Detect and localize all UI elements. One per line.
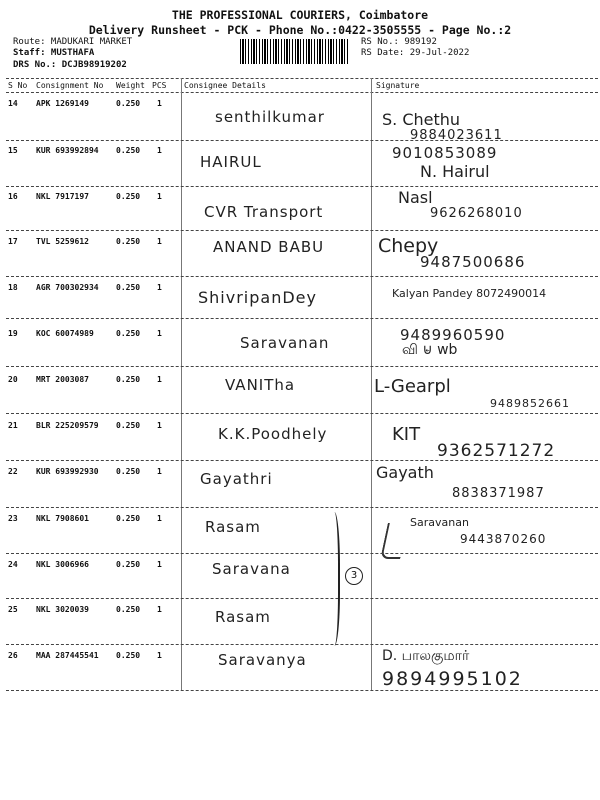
signature: Nasl bbox=[398, 188, 433, 207]
row-divider bbox=[6, 318, 598, 319]
row-sno: 14 bbox=[8, 99, 18, 108]
row-sno: 20 bbox=[8, 375, 18, 384]
consignee-name: Saravanya bbox=[218, 651, 307, 669]
signature-phone: 9884023611 bbox=[410, 128, 503, 143]
consignee-name: HAIRUL bbox=[200, 153, 262, 171]
row-consignment-no: MAA 287445541 bbox=[36, 651, 99, 660]
signature: L-Gearpl bbox=[374, 376, 451, 397]
signature: Saravanan bbox=[410, 516, 469, 529]
col-header-weight: Weight bbox=[116, 81, 145, 90]
barcode bbox=[240, 39, 350, 64]
consignee-name: VANITha bbox=[225, 376, 296, 394]
signature: D. பாலகுமார் bbox=[382, 648, 470, 664]
row-pcs: 1 bbox=[157, 375, 162, 384]
row-divider bbox=[6, 507, 598, 508]
row-consignment-no: TVL 5259612 bbox=[36, 237, 89, 246]
signature: KIT bbox=[392, 424, 421, 445]
row-pcs: 1 bbox=[157, 421, 162, 430]
signature: Chepy bbox=[378, 235, 439, 257]
row-weight: 0.250 bbox=[116, 560, 141, 569]
row-divider bbox=[6, 276, 598, 277]
signature-phone: 8838371987 bbox=[452, 486, 545, 501]
row-consignment-no: MRT 2003087 bbox=[36, 375, 89, 384]
consignee-name: CVR Transport bbox=[204, 203, 324, 221]
col-header-sno: S No bbox=[8, 81, 28, 90]
row-sno: 19 bbox=[8, 329, 18, 338]
row-consignment-no: KOC 60074989 bbox=[36, 329, 94, 338]
signature: Kalyan Pandey 8072490014 bbox=[392, 287, 547, 300]
row-sno: 23 bbox=[8, 514, 18, 523]
consignee-name: Rasam bbox=[205, 518, 261, 536]
signature-mark: வி ⊌ wb bbox=[402, 342, 458, 358]
row-divider bbox=[6, 460, 598, 461]
signature-phone: 9487500686 bbox=[420, 253, 526, 271]
row-divider bbox=[6, 186, 598, 187]
row-weight: 0.250 bbox=[116, 283, 141, 292]
consignee-name: Rasam bbox=[215, 608, 271, 626]
circled-count: 3 bbox=[345, 567, 363, 585]
row-pcs: 1 bbox=[157, 467, 162, 476]
signature: Gayath bbox=[376, 463, 434, 482]
row-pcs: 1 bbox=[157, 514, 162, 523]
row-weight: 0.250 bbox=[116, 329, 141, 338]
consignee-name: Gayathri bbox=[200, 470, 273, 488]
row-consignment-no: KUR 693992930 bbox=[36, 467, 99, 476]
signature-phone: 9443870260 bbox=[460, 532, 547, 546]
row-sno: 26 bbox=[8, 651, 18, 660]
row-consignment-no: NKL 3020039 bbox=[36, 605, 89, 614]
row-weight: 0.250 bbox=[116, 467, 141, 476]
col-header-consignment: Consignment No bbox=[36, 81, 104, 90]
row-consignment-no: APK 1269149 bbox=[36, 99, 89, 108]
row-pcs: 1 bbox=[157, 605, 162, 614]
row-consignment-no: AGR 700302934 bbox=[36, 283, 99, 292]
rs-date: RS Date: 29-Jul-2022 bbox=[361, 48, 470, 58]
row-sno: 16 bbox=[8, 192, 18, 201]
handwritten-brace bbox=[326, 512, 340, 646]
consignee-name: Saravana bbox=[212, 560, 291, 578]
row-weight: 0.250 bbox=[116, 421, 141, 430]
row-weight: 0.250 bbox=[116, 514, 141, 523]
row-sno: 22 bbox=[8, 467, 18, 476]
row-pcs: 1 bbox=[157, 651, 162, 660]
signature-phone: 9626268010 bbox=[430, 206, 523, 221]
row-sno: 18 bbox=[8, 283, 18, 292]
row-sno: 24 bbox=[8, 560, 18, 569]
consignee-name: K.K.Poodhely bbox=[218, 425, 328, 443]
signature-phone: 9010853089 bbox=[392, 144, 498, 162]
row-consignment-no: BLR 225209579 bbox=[36, 421, 99, 430]
col-header-consignee: Consignee Details bbox=[184, 81, 266, 90]
staff-label: Staff: MUSTHAFA bbox=[13, 48, 95, 58]
signature: N. Hairul bbox=[420, 162, 490, 181]
row-weight: 0.250 bbox=[116, 237, 141, 246]
signature-phone: 9489960590 bbox=[400, 326, 506, 344]
row-weight: 0.250 bbox=[116, 192, 141, 201]
row-sno: 25 bbox=[8, 605, 18, 614]
row-pcs: 1 bbox=[157, 560, 162, 569]
row-weight: 0.250 bbox=[116, 375, 141, 384]
row-pcs: 1 bbox=[157, 329, 162, 338]
row-weight: 0.250 bbox=[116, 146, 141, 155]
rs-number: RS No.: 989192 bbox=[361, 37, 437, 47]
signature-phone: 9894995102 bbox=[382, 668, 523, 690]
table-bottom-border bbox=[6, 690, 598, 691]
row-consignment-no: NKL 7917197 bbox=[36, 192, 89, 201]
row-sno: 17 bbox=[8, 237, 18, 246]
row-sno: 21 bbox=[8, 421, 18, 430]
route-label: Route: MADUKARI MARKET bbox=[13, 37, 133, 47]
consignee-name: ShivripanDey bbox=[198, 288, 317, 307]
drs-number: DRS No.: DCJB98919202 bbox=[13, 60, 127, 70]
row-consignment-no: NKL 3006966 bbox=[36, 560, 89, 569]
row-weight: 0.250 bbox=[116, 99, 141, 108]
consignee-name: ANAND BABU bbox=[213, 238, 325, 256]
consignee-name: Saravanan bbox=[240, 334, 330, 352]
table-top-border bbox=[6, 78, 598, 79]
row-pcs: 1 bbox=[157, 99, 162, 108]
row-divider bbox=[6, 553, 598, 554]
row-divider bbox=[6, 366, 598, 367]
signature-phone: 9489852661 bbox=[490, 397, 570, 410]
row-sno: 15 bbox=[8, 146, 18, 155]
runsheet-title: THE PROFESSIONAL COURIERS, Coimbatore bbox=[171, 8, 429, 22]
row-weight: 0.250 bbox=[116, 651, 141, 660]
row-divider bbox=[6, 413, 598, 414]
runsheet-subtitle: Delivery Runsheet - PCK - Phone No.:0422-3505555 - Page No.:2 bbox=[88, 23, 512, 37]
row-pcs: 1 bbox=[157, 192, 162, 201]
row-weight: 0.250 bbox=[116, 605, 141, 614]
col-header-pcs: PCS bbox=[152, 81, 167, 90]
row-divider bbox=[6, 644, 598, 645]
header-bottom-border bbox=[6, 92, 598, 93]
signature-phone: 9362571272 bbox=[437, 441, 556, 461]
row-divider bbox=[6, 140, 598, 141]
row-divider bbox=[6, 598, 598, 599]
consignee-name: senthilkumar bbox=[215, 108, 325, 126]
col-header-signature: Signature bbox=[376, 81, 420, 90]
row-consignment-no: KUR 693992894 bbox=[36, 146, 99, 155]
signature: S. Chethu bbox=[382, 110, 461, 129]
row-divider bbox=[6, 230, 598, 231]
row-pcs: 1 bbox=[157, 283, 162, 292]
row-consignment-no: NKL 7908601 bbox=[36, 514, 89, 523]
row-pcs: 1 bbox=[157, 237, 162, 246]
row-pcs: 1 bbox=[157, 146, 162, 155]
